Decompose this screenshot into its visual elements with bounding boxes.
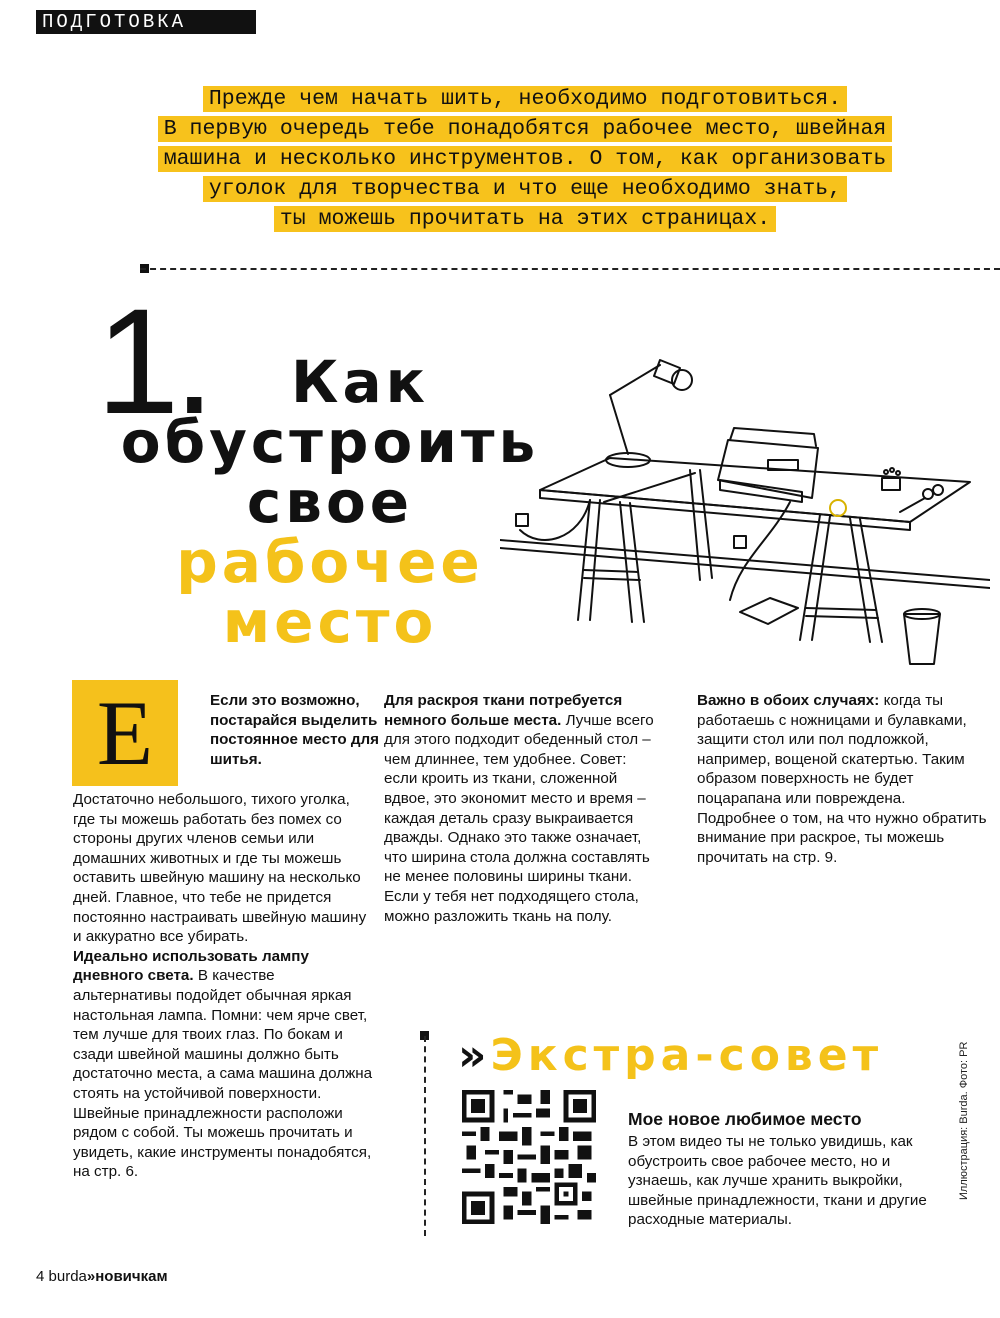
- col1-lead-2: Идеально использовать лампу дневного света.: [73, 947, 309, 985]
- section-number: 1.: [96, 277, 210, 445]
- col2-lead: Для раскроя ткани потребуется немного больше места.: [384, 692, 623, 729]
- title-line-5: место: [222, 588, 438, 656]
- drop-cap: Е: [72, 680, 178, 786]
- intro-line-5: ты можешь прочитать на этих страницах.: [274, 206, 776, 232]
- tip-subtitle: Мое новое любимое место: [628, 1109, 862, 1129]
- col1-text-2: В качестве альтернативы подойдет обычная яркая настольная лампа. Помни: чем ярче свет, тем лучше для твоих глаз. По бокам и сзади швейной машины должно быть достаточно места, а сама машина должна стоять на устойчивой поверхности. Швейные принадлежности расположи рядом с собой. Ты можешь прочитать и увидеть, какие инструменты понадобятся, на стр. 6.: [73, 967, 373, 1181]
- col2-text: Лучше всего для этого подходит обеденный стол – чем длиннее, тем удобнее. Совет: если кроить из ткани, сложенной вдвое, это экономит место и время – каждая деталь сразу выкраивается дважды. Однако это также означает, что ширина стола должна составлять не менее половины ширины ткани. Если у тебя нет подходящего стола, можно разложить ткань на полу.: [384, 711, 654, 925]
- workspace-illustration: [500, 350, 990, 680]
- tip-title-text: Экстра-совет: [490, 1030, 884, 1081]
- column-1-body: [73, 790, 373, 1182]
- photo-credit: Иллюстрация: Burda. Фото: PR: [958, 1041, 970, 1200]
- page-title: [110, 348, 550, 656]
- magazine-name: burda: [48, 1268, 87, 1285]
- footer-section: »новичкам: [86, 1268, 168, 1285]
- title-line-3: свое: [246, 468, 414, 536]
- title-line-4: рабочее: [176, 528, 484, 596]
- intro-text: [70, 84, 980, 234]
- column-1-lead: [210, 691, 380, 769]
- intro-line-2: В первую очередь тебе понадобятся рабочее место, швейная: [158, 116, 893, 142]
- intro-line-4: уголок для творчества и что еще необходимо знать,: [203, 176, 847, 202]
- col1-text: Достаточно небольшого, тихого уголка, где ты можешь работать без помех со стороны других членов семьи или домашних животных и где ты можешь оставить швейную машину на несколько дней. Главное, что тебе не придется постоянно настраивать швейную машину и аккуратно все убирать.: [73, 791, 367, 946]
- page-footer: [36, 1268, 168, 1285]
- col1-lead-bold: Если это возможно, постарайся выделить постоянное место для шитья.: [210, 692, 379, 768]
- qr-code[interactable]: [462, 1090, 596, 1224]
- tip-dashed-divider: [424, 1036, 426, 1236]
- col3-lead: Важно в обоих случаях:: [697, 692, 880, 709]
- intro-line-3: машина и несколько инструментов. О том, как организовать: [158, 146, 893, 172]
- intro-line-1: Прежде чем начать шить, необходимо подготовиться.: [203, 86, 847, 112]
- column-2: [384, 691, 664, 926]
- tip-arrow-icon: »: [458, 1030, 483, 1081]
- title-line-1: Как: [291, 348, 429, 416]
- tip-text: В этом видео ты не только увидишь, как обустроить свое рабочее место, но и узнаешь, как лучше хранить выкройки, швейные принадлежности, ткани и другие расходные материалы.: [628, 1133, 927, 1229]
- title-line-2: обустроить: [120, 408, 540, 476]
- page-number: 4: [36, 1268, 45, 1285]
- col3-text: когда ты работаешь с ножницами и булавками, защити стол или пол подложкой, например, вощеной скатертью. Таким образом поверхность не будет поцарапана или повреждена. Подробнее о том, на что нужно обратить внимание при раскрое, ты можешь прочитать на стр. 9.: [697, 692, 987, 866]
- extra-tip-title: [458, 1028, 883, 1084]
- section-label: ПОДГОТОВКА: [36, 10, 256, 34]
- column-3: [697, 691, 987, 867]
- dashed-divider: [140, 268, 1000, 270]
